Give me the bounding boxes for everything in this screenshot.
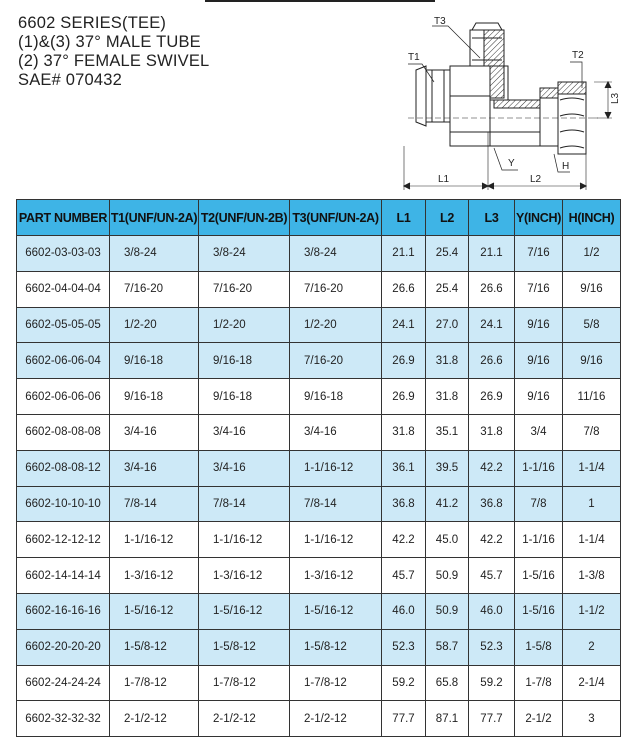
cell-t2: 3/4-16	[199, 450, 290, 486]
cell-y: 1-5/16	[515, 558, 563, 594]
cell-y: 1-1/16	[515, 450, 563, 486]
table-row	[17, 629, 621, 665]
top-rule	[205, 0, 435, 2]
cell-part-number: 6602-08-08-08	[17, 414, 110, 450]
cell-h: 5/8	[563, 307, 621, 343]
cell-y: 7/8	[515, 486, 563, 522]
cell-part-number: 6602-24-24-24	[17, 665, 110, 701]
cell-part-number: 6602-12-12-12	[17, 522, 110, 558]
series-desc-male: (1)&(3) 37° MALE TUBE	[18, 33, 201, 51]
header-l2: L2	[426, 200, 469, 236]
series-title-block	[18, 14, 209, 90]
t1-label: T1	[408, 52, 420, 63]
cell-y: 1-5/8	[515, 629, 563, 665]
cell-h: 3	[563, 701, 621, 737]
cell-h: 1-1/2	[563, 593, 621, 629]
header-h: H(INCH)	[563, 200, 621, 236]
cell-t2: 1-1/16-12	[199, 522, 290, 558]
cell-l1: 59.2	[382, 665, 426, 701]
cell-l3: 42.2	[469, 450, 515, 486]
cell-t1: 2-1/2-12	[110, 701, 199, 737]
cell-l2: 58.7	[426, 629, 469, 665]
cell-t1: 3/4-16	[110, 450, 199, 486]
cell-l2: 35.1	[426, 414, 469, 450]
cell-l3: 26.6	[469, 271, 515, 307]
cell-part-number: 6602-06-06-06	[17, 379, 110, 415]
table-row	[17, 236, 621, 272]
cell-l2: 65.8	[426, 665, 469, 701]
cell-l1: 26.9	[382, 379, 426, 415]
cell-y: 9/16	[515, 307, 563, 343]
cell-t3: 1-3/16-12	[290, 558, 382, 594]
cell-y: 7/16	[515, 271, 563, 307]
cell-t2: 7/8-14	[199, 486, 290, 522]
cell-l3: 52.3	[469, 629, 515, 665]
cell-l1: 45.7	[382, 558, 426, 594]
cell-part-number: 6602-06-06-04	[17, 343, 110, 379]
cell-t1: 3/4-16	[110, 414, 199, 450]
cell-t3: 1/2-20	[290, 307, 382, 343]
cell-l3: 26.6	[469, 343, 515, 379]
cell-t2: 3/8-24	[199, 236, 290, 272]
cell-t1: 1-1/16-12	[110, 522, 199, 558]
cell-h: 1	[563, 486, 621, 522]
cell-h: 1-3/8	[563, 558, 621, 594]
cell-l1: 36.8	[382, 486, 426, 522]
t3-label: T3	[434, 16, 446, 27]
cell-part-number: 6602-04-04-04	[17, 271, 110, 307]
table-row	[17, 522, 621, 558]
cell-l2: 27.0	[426, 307, 469, 343]
cell-t1: 1-3/16-12	[110, 558, 199, 594]
header-t1: T1(UNF/UN-2A)	[110, 200, 199, 236]
t1-branch-shape	[416, 66, 490, 146]
cell-t3: 7/8-14	[290, 486, 382, 522]
cell-l2: 25.4	[426, 271, 469, 307]
header-part-number: PART NUMBER	[17, 200, 110, 236]
cell-part-number: 6602-08-08-12	[17, 450, 110, 486]
cell-part-number: 6602-20-20-20	[17, 629, 110, 665]
table-row	[17, 414, 621, 450]
table-row	[17, 450, 621, 486]
cell-l1: 24.1	[382, 307, 426, 343]
cell-h: 7/8	[563, 414, 621, 450]
cell-l2: 39.5	[426, 450, 469, 486]
cell-h: 9/16	[563, 343, 621, 379]
l2-label: L2	[530, 174, 542, 185]
table-row	[17, 558, 621, 594]
cell-y: 1-7/8	[515, 665, 563, 701]
cell-t2: 7/16-20	[199, 271, 290, 307]
cell-l3: 46.0	[469, 593, 515, 629]
cell-l1: 46.0	[382, 593, 426, 629]
cell-t3: 1-5/16-12	[290, 593, 382, 629]
cell-l1: 77.7	[382, 701, 426, 737]
table-row	[17, 379, 621, 415]
cell-h: 1/2	[563, 236, 621, 272]
sae-number: SAE# 070432	[18, 71, 123, 89]
cell-t1: 7/16-20	[110, 271, 199, 307]
cell-t2: 1/2-20	[199, 307, 290, 343]
cell-t3: 1-7/8-12	[290, 665, 382, 701]
cell-t2: 1-3/16-12	[199, 558, 290, 594]
cell-l3: 21.1	[469, 236, 515, 272]
cell-l3: 45.7	[469, 558, 515, 594]
cell-t1: 9/16-18	[110, 379, 199, 415]
cell-t3: 2-1/2-12	[290, 701, 382, 737]
cell-part-number: 6602-32-32-32	[17, 701, 110, 737]
cell-l2: 25.4	[426, 236, 469, 272]
cell-l2: 31.8	[426, 379, 469, 415]
cell-l1: 31.8	[382, 414, 426, 450]
cell-t2: 1-7/8-12	[199, 665, 290, 701]
cell-t2: 1-5/8-12	[199, 629, 290, 665]
l3-label: L3	[610, 92, 621, 104]
cell-h: 1-1/4	[563, 522, 621, 558]
cell-y: 9/16	[515, 379, 563, 415]
cell-l2: 41.2	[426, 486, 469, 522]
cell-y: 1-1/16	[515, 522, 563, 558]
cell-t3: 1-5/8-12	[290, 629, 382, 665]
y-label: Y	[508, 158, 515, 169]
cell-h: 9/16	[563, 271, 621, 307]
cell-h: 11/16	[563, 379, 621, 415]
header-t2: T2(UNF/UN-2B)	[199, 200, 290, 236]
cell-l1: 52.3	[382, 629, 426, 665]
cell-part-number: 6602-10-10-10	[17, 486, 110, 522]
table-row	[17, 701, 621, 737]
cell-l3: 42.2	[469, 522, 515, 558]
cell-t3: 1-1/16-12	[290, 450, 382, 486]
header-t3: T3(UNF/UN-2A)	[290, 200, 382, 236]
cell-y: 1-5/16	[515, 593, 563, 629]
cell-y: 3/4	[515, 414, 563, 450]
cell-t1: 1-5/16-12	[110, 593, 199, 629]
table-header-row	[17, 200, 621, 236]
cell-part-number: 6602-16-16-16	[17, 593, 110, 629]
t2-label: T2	[572, 50, 584, 61]
l1-label: L1	[438, 174, 450, 185]
table-row	[17, 343, 621, 379]
cell-t3: 7/16-20	[290, 271, 382, 307]
cell-t1: 1/2-20	[110, 307, 199, 343]
table-row	[17, 307, 621, 343]
cell-l1: 36.1	[382, 450, 426, 486]
cell-t3: 3/4-16	[290, 414, 382, 450]
cell-t3: 7/16-20	[290, 343, 382, 379]
cell-l2: 31.8	[426, 343, 469, 379]
cell-h: 1-1/4	[563, 450, 621, 486]
tee-fitting-drawing	[398, 8, 626, 192]
cell-t3: 3/8-24	[290, 236, 382, 272]
cell-t3: 1-1/16-12	[290, 522, 382, 558]
cell-l3: 36.8	[469, 486, 515, 522]
tee-body-shape	[490, 100, 540, 146]
series-title: 6602 SERIES(TEE)	[18, 14, 167, 32]
cell-t1: 1-5/8-12	[110, 629, 199, 665]
spec-table	[16, 199, 621, 737]
cell-l1: 21.1	[382, 236, 426, 272]
cell-t1: 9/16-18	[110, 343, 199, 379]
cell-t2: 3/4-16	[199, 414, 290, 450]
cell-l3: 77.7	[469, 701, 515, 737]
cell-part-number: 6602-14-14-14	[17, 558, 110, 594]
cell-y: 2-1/2	[515, 701, 563, 737]
table-row	[17, 593, 621, 629]
cell-t1: 1-7/8-12	[110, 665, 199, 701]
h-label: H	[562, 161, 570, 172]
cell-t3: 9/16-18	[290, 379, 382, 415]
cell-part-number: 6602-05-05-05	[17, 307, 110, 343]
header-l1: L1	[382, 200, 426, 236]
cell-y: 9/16	[515, 343, 563, 379]
cell-l1: 42.2	[382, 522, 426, 558]
cell-l1: 26.6	[382, 271, 426, 307]
table-row	[17, 271, 621, 307]
cell-t1: 7/8-14	[110, 486, 199, 522]
cell-t2: 1-5/16-12	[199, 593, 290, 629]
header-l3: L3	[469, 200, 515, 236]
cell-t2: 2-1/2-12	[199, 701, 290, 737]
cell-y: 7/16	[515, 236, 563, 272]
table-row	[17, 486, 621, 522]
cell-t2: 9/16-18	[199, 379, 290, 415]
cell-l3: 26.9	[469, 379, 515, 415]
cell-l3: 24.1	[469, 307, 515, 343]
table-row	[17, 665, 621, 701]
header-y: Y(INCH)	[515, 200, 563, 236]
series-desc-female: (2) 37° FEMALE SWIVEL	[18, 52, 210, 70]
cell-l2: 45.0	[426, 522, 469, 558]
cell-l2: 50.9	[426, 593, 469, 629]
cell-l3: 59.2	[469, 665, 515, 701]
cell-h: 2	[563, 629, 621, 665]
cell-t2: 9/16-18	[199, 343, 290, 379]
cell-t1: 3/8-24	[110, 236, 199, 272]
cell-l2: 50.9	[426, 558, 469, 594]
cell-l2: 87.1	[426, 701, 469, 737]
cell-l3: 31.8	[469, 414, 515, 450]
cell-l1: 26.9	[382, 343, 426, 379]
cell-part-number: 6602-03-03-03	[17, 236, 110, 272]
cell-h: 2-1/4	[563, 665, 621, 701]
